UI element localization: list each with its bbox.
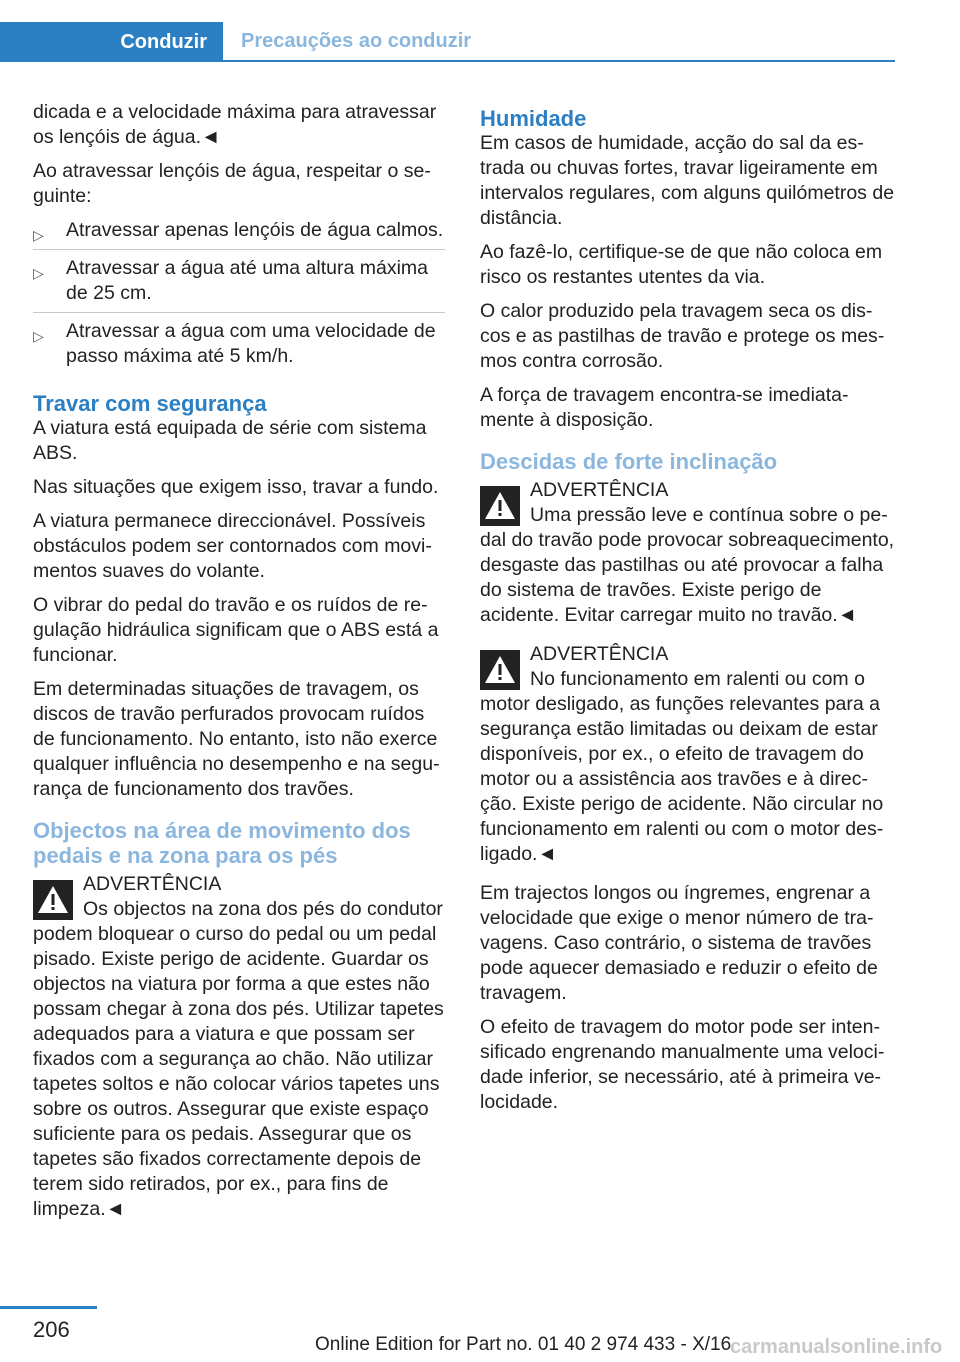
warning-triangle-icon: [480, 486, 520, 526]
paragraph: Ao atravessar lençóis de água, respeitar o seguinte:: [33, 160, 431, 207]
footer-divider: [0, 1306, 97, 1309]
right-column: [480, 100, 895, 1124]
warning-text: Uma pressão leve e contínua sobre o pedal do travão pode provocar sobreaquecimento, desgaste das pastilhas ou até provocar a falha do sistema de travões. Existe perigo de acidente. Evitar carregar muito no travão.◄: [480, 504, 895, 626]
watermark: carmanualsonline.info: [730, 1336, 943, 1358]
warning-title: ADVERTÊNCIA: [83, 873, 222, 895]
list-item: ▷ Atravessar a água até uma altura máxima de 25 cm.: [33, 256, 445, 313]
warning-triangle-icon: [480, 650, 520, 690]
warning-title: ADVERTÊNCIA: [530, 643, 669, 665]
paragraph: A viatura está equipada de série com sistema ABS.: [33, 417, 427, 464]
heading-humidade: Humidade: [480, 106, 587, 131]
tab-conduzir[interactable]: Conduzir: [0, 22, 223, 62]
paragraph: Nas situações que exigem isso, travar a fundo.: [33, 476, 439, 498]
heading-objectos: Objectos na área de movimento dos pedais e na zona para os pés: [33, 818, 411, 868]
heading-travar: Travar com segurança: [33, 391, 267, 416]
triangle-bullet-icon: ▷: [33, 265, 44, 281]
warning-text: Os objectos na zona dos pés do condutor podem bloquear o curso do pedal ou um pedal pisado. Existe perigo de acidente. Guardar os objectos na viatura por forma a que estes não possam chegar à zona dos pés. Utilizar tapetes adequados para a viatura e que possam ser fixados com a segurança ao chão. Não utilizar tapetes soltos e não colocar vários tapetes uns sobre os outros. Assegurar que existe espaço suficiente para os pedais. Assegurar que os tapetes são fixados correctamente depois de terem sido retirados, por ex., para fins de limpeza.◄: [33, 898, 444, 1220]
warning-box: [480, 642, 895, 867]
triangle-bullet-icon: ▷: [33, 227, 44, 243]
tab-precaucoes[interactable]: Precauções ao conduzir: [223, 22, 895, 62]
warning-triangle-icon: [33, 880, 73, 920]
warning-box: [480, 478, 895, 628]
paragraph: dicada e a velocidade máxima para atravessar os lençóis de água.◄: [33, 101, 437, 148]
paragraph: Em casos de humidade, acção do sal da estrada ou chuvas fortes, travar ligeiramente em intervalos regulares, com alguns quilómetros de distância.: [480, 132, 895, 229]
triangle-bullet-icon: ▷: [33, 328, 44, 344]
edition-note: Online Edition for Part no. 01 40 2 974 433 - X/16: [315, 1334, 732, 1355]
heading-descidas: Descidas de forte inclinação: [480, 449, 778, 474]
list-item: ▷ Atravessar a água com uma velocidade de passo máxima até 5 km/h.: [33, 320, 436, 367]
bullet-list: [33, 218, 445, 375]
paragraph: A viatura permanece direccionável. Possíveis obstáculos podem ser contornados com movimentos suaves do volante.: [33, 510, 432, 582]
warning-box: [33, 872, 445, 1222]
paragraph: O calor produzido pela travagem seca os discos e as pastilhas de travão e protege os mesmos contra corrosão.: [480, 300, 885, 372]
paragraph: O vibrar do pedal do travão e os ruídos de regulação hidráulica significam que o ABS está a funcionar.: [33, 594, 439, 666]
paragraph: Em trajectos longos ou íngremes, engrenar a velocidade que exige o menor número de travagens. Caso contrário, o sistema de travões pode aquecer demasiado e reduzir o efeito de travagem.: [480, 882, 878, 1004]
paragraph: Ao fazê-lo, certifique-se de que não coloca em risco os restantes utentes da via.: [480, 241, 883, 288]
paragraph: A força de travagem encontra-se imediatamente à disposição.: [480, 384, 849, 431]
left-column: [33, 100, 445, 1236]
warning-title: ADVERTÊNCIA: [530, 479, 669, 501]
list-item: ▷ Atravessar apenas lençóis de água calmos.: [33, 218, 445, 250]
paragraph: Em determinadas situações de travagem, os discos de travão perfurados provocam ruídos de funcionamento. No entanto, isto não exerce qualquer influência no desempenho e na segurança de funcionamento dos travões.: [33, 678, 440, 800]
page-number: 206: [33, 1317, 70, 1342]
page-header: [0, 0, 960, 64]
warning-text: No funcionamento em ralenti ou com o motor desligado, as funções relevantes para a segurança estão limitadas ou deixam de estar disponíveis, por ex., o efeito de travagem do motor ou a assistência aos travões e à direcção. Existe perigo de acidente. Não circular no funcionamento em ralenti ou com o motor desligado.◄: [480, 668, 884, 865]
paragraph: O efeito de travagem do motor pode ser intensificado engrenando manualmente uma velocidade inferior, se necessário, até à primeira velocidade.: [480, 1016, 885, 1113]
